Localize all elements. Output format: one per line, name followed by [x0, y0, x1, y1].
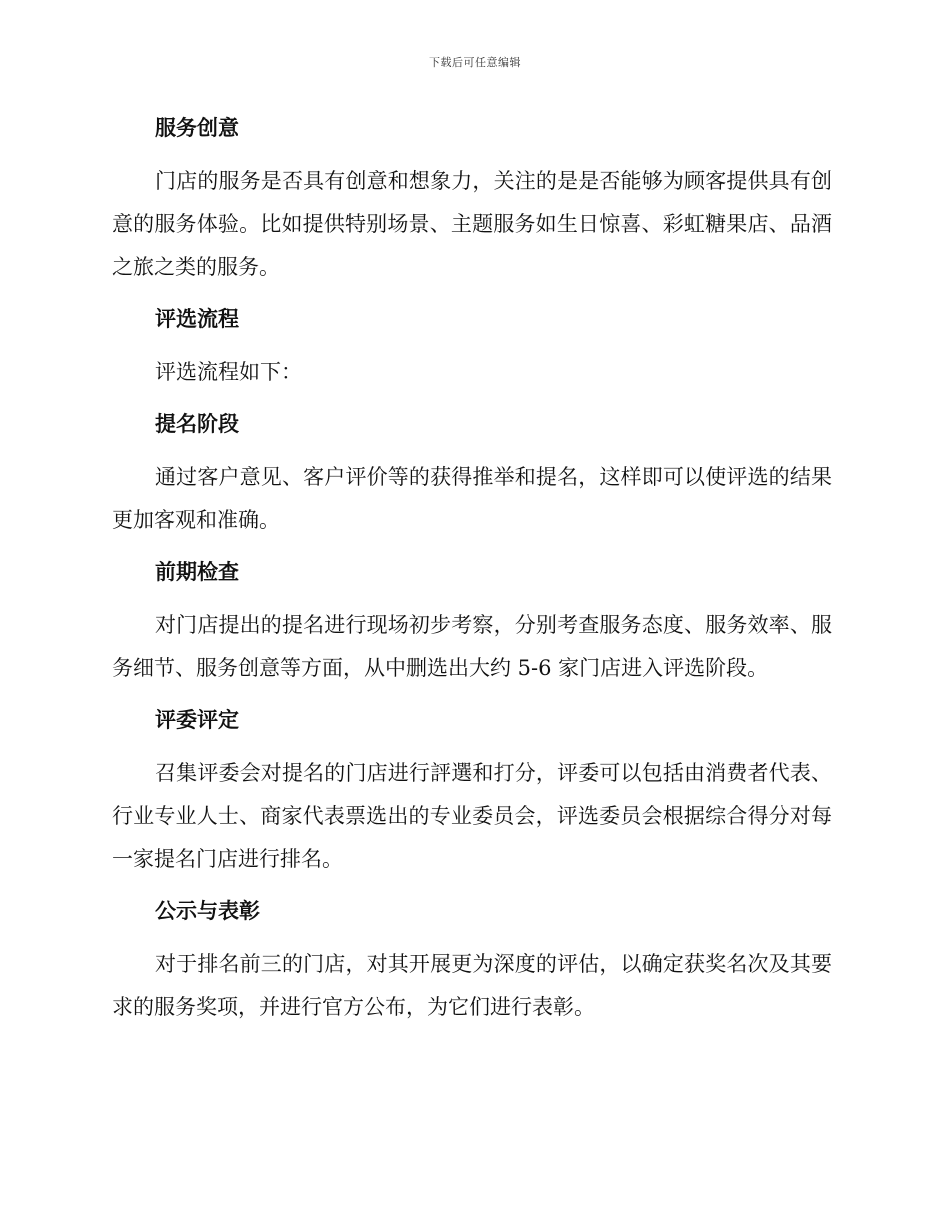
- section-paragraph: 通过客户意见、客户评价等的获得推举和提名，这样即可以使评选的结果更加客观和准确。: [112, 465, 832, 532]
- section-preliminary-check: [112, 552, 832, 700]
- section-title: 评委评定: [155, 707, 239, 732]
- section-title: 公示与表彰: [155, 898, 260, 923]
- section-paragraph: 评选流程如下：: [155, 360, 302, 384]
- section-judging: [112, 700, 832, 891]
- section-title: 服务创意: [155, 115, 239, 140]
- document-body: [112, 108, 832, 1029]
- section-selection-process: [112, 299, 832, 404]
- section-paragraph: 门店的服务是否具有创意和想象力，关注的是是否能够为顾客提供具有创意的服务体验。比如提供特别场景、主题服务如生日惊喜、彩虹糖果店、品酒之旅之类的服务。: [112, 169, 832, 279]
- section-announcement-award: [112, 891, 832, 1029]
- section-service-creativity: [112, 108, 832, 299]
- section-title: 评选流程: [155, 306, 239, 331]
- section-paragraph: 召集评委会对提名的门店进行評選和打分，评委可以包括由消费者代表、行业专业人士、商家代表票选出的专业委员会，评选委员会根据综合得分对每一家提名门店进行排名。: [112, 761, 832, 871]
- section-paragraph: 对于排名前三的门店，对其开展更为深度的评估，以确定获奖名次及其要求的服务奖项，并进行官方公布，为它们进行表彰。: [112, 952, 832, 1019]
- section-nomination-stage: [112, 404, 832, 552]
- section-title: 前期检查: [155, 559, 239, 584]
- header-note: 下载后可任意编辑: [429, 56, 521, 69]
- section-title: 提名阶段: [155, 411, 239, 436]
- section-paragraph: 对门店提出的提名进行现场初步考察，分别考查服务态度、服务效率、服务细节、服务创意等方面，从中删选出大约 5-6 家门店进入评选阶段。: [112, 613, 832, 680]
